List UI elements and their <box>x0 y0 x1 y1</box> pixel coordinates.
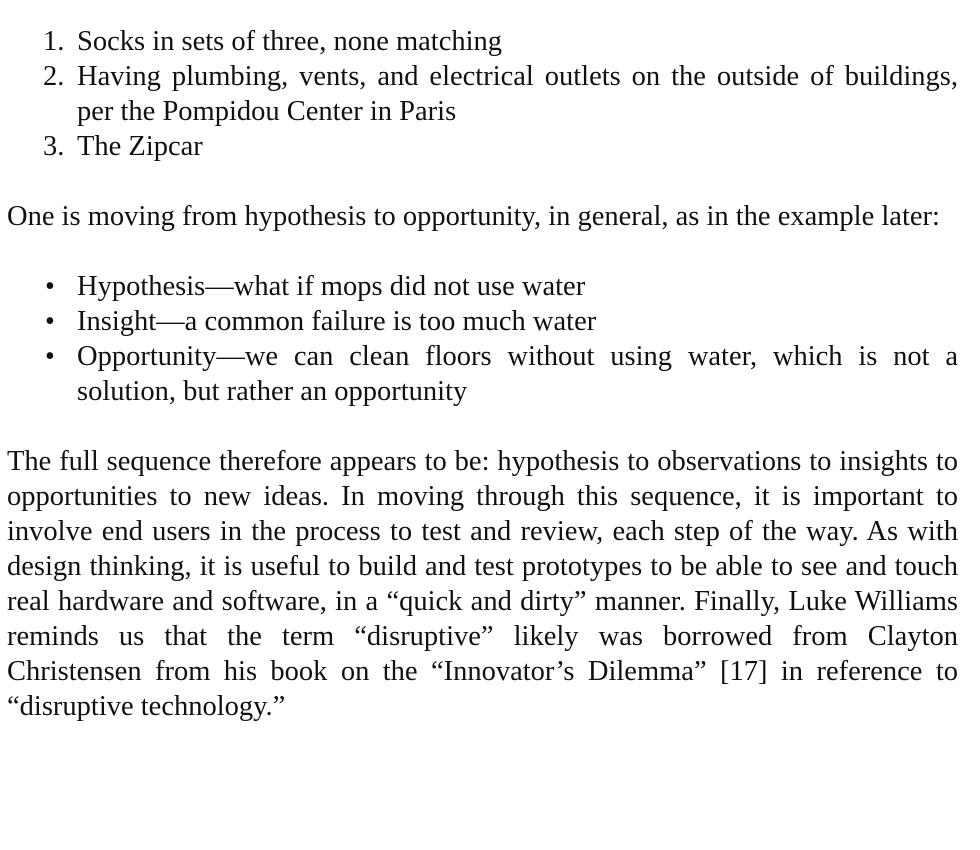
bullet-list <box>7 269 958 409</box>
bullet-icon: • <box>45 306 55 337</box>
list-number: 3. <box>43 131 65 162</box>
list-item <box>7 339 958 409</box>
bullet-icon: • <box>45 341 55 372</box>
list-item-text: Having plumbing, vents, and electrical outlets on the outside of buildings, per the Pompidou Center in Paris <box>77 61 958 127</box>
list-item-text: Hypothesis—what if mops did not use water <box>77 271 586 302</box>
list-item <box>7 304 958 339</box>
list-item <box>7 129 958 164</box>
list-number: 2. <box>43 61 65 92</box>
list-item-text: Opportunity—we can clean floors without using water, which is not a solution, but rather an opportunity <box>77 341 958 407</box>
list-item <box>7 59 958 129</box>
spacer <box>7 409 958 444</box>
paragraph-intro: One is moving from hypothesis to opportunity, in general, as in the example later: <box>7 201 940 232</box>
spacer <box>7 164 958 199</box>
paragraph-body: The full sequence therefore appears to be: hypothesis to observations to insights to opportunities to new ideas. In moving through this sequence, it is important to involve end users in the process to test and review, each step of the way. As with design thinking, it is useful to build and test prototypes to be able to see and touch real hardware and software, in a “quick and dirty” manner. Finally, Luke Williams reminds us that the term “disruptive” likely was borrowed from Clayton Christensen from his book on the “Innovator’s Dilemma” [17] in reference to “disruptive technology.” <box>7 446 958 722</box>
list-item-text: Insight—a common failure is too much water <box>77 306 597 337</box>
list-item <box>7 24 958 59</box>
document-page <box>7 24 958 724</box>
bullet-icon: • <box>45 271 55 302</box>
list-item <box>7 269 958 304</box>
list-item-text: Socks in sets of three, none matching <box>77 26 503 57</box>
numbered-list <box>7 24 958 164</box>
list-item-text: The Zipcar <box>77 131 203 162</box>
spacer <box>7 234 958 269</box>
list-number: 1. <box>43 26 65 57</box>
